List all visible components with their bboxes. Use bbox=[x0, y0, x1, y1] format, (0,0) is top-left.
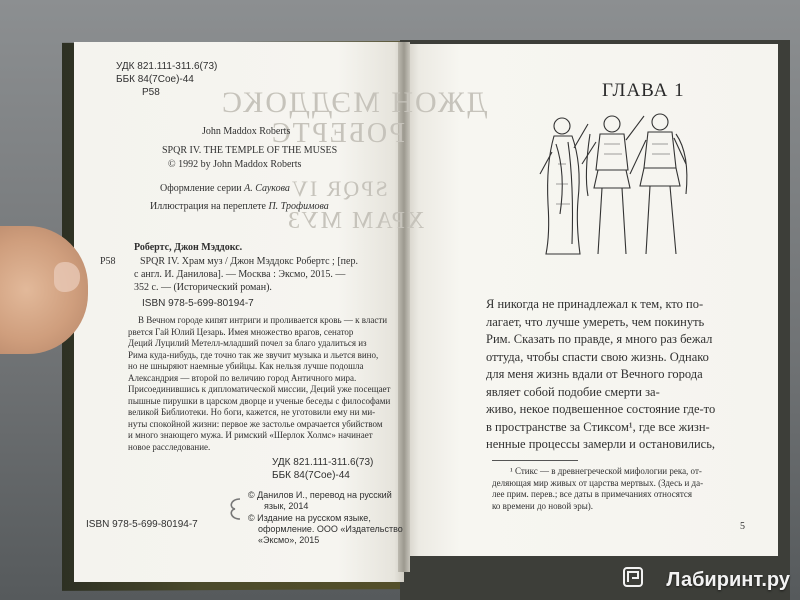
chapter-title: ГЛАВА 1 bbox=[602, 80, 685, 101]
catalog-line-2: с англ. И. Данилова]. — Москва : Эксмо, 2015. — bbox=[134, 269, 346, 280]
annotation-line: рвется Гай Юлий Цезарь. Имея множество врагов, сенатор bbox=[128, 326, 354, 337]
copyright-edition-3: «Эксмо», 2015 bbox=[258, 535, 320, 545]
copyright-edition-1: © Издание на русском языке, bbox=[248, 513, 371, 523]
annotation-line: Рима куда-нибудь, где точно так же звучит музыка и льется вино, bbox=[128, 349, 379, 360]
watermark: Лабиринт.ру bbox=[666, 569, 790, 591]
ghost-name: РОБЕРТС bbox=[270, 118, 406, 149]
body-line: для меня жизнь вдали от Вечного города bbox=[486, 367, 703, 381]
annotation-line: Деций Луцилий Метелл-младший почел за благо удалиться из bbox=[128, 338, 367, 348]
udc-code: УДК 821.111-311.6(73) bbox=[116, 61, 218, 72]
author-heading: Робертс, Джон Мэддокс. bbox=[134, 242, 243, 253]
udc-repeat: УДК 821.111-311.6(73) bbox=[272, 457, 374, 468]
cover-illustration-name: П. Трофимова bbox=[268, 201, 329, 212]
original-title: SPQR IV. THE TEMPLE OF THE MUSES bbox=[162, 145, 338, 156]
annotation-line: и много знающего мужа. И римский «Шерлок Холмс» начинает bbox=[128, 430, 373, 440]
body-line: являет собой подобие смерти за- bbox=[486, 384, 660, 399]
annotation-line: великой Библиотеки. Но боги, кажется, не уготовили ему ни ми- bbox=[128, 407, 376, 417]
annotation-line: пышные пирушки в царском дворце и ученые беседы с философами bbox=[128, 395, 391, 406]
original-author: John Maddox Roberts bbox=[202, 126, 291, 137]
footnote-rule bbox=[492, 460, 578, 461]
annotation-line: В Вечном городе кипят интриги и проливается кровь — к власти bbox=[138, 315, 388, 325]
catalog-line-1: SPQR IV. Храм муз / Джон Мэддокс Робертс ; [пер. bbox=[140, 256, 358, 267]
isbn-main: ISBN 978-5-699-80194-7 bbox=[142, 298, 254, 309]
roman-figures-illustration bbox=[526, 104, 692, 264]
labyrinth-icon bbox=[622, 566, 644, 588]
original-copyright: © 1992 by John Maddox Roberts bbox=[168, 159, 302, 170]
page-number: 5 bbox=[740, 521, 745, 532]
ghost-author: ДЖОН МЭДДОКС bbox=[220, 86, 488, 119]
footnote-line: деляющая мир живых от царства мертвых. (Здесь и да- bbox=[492, 477, 704, 488]
body-line: живо, некое подвешенное состояние где-то bbox=[486, 402, 716, 416]
ghost-spqr: SPQR IV bbox=[290, 176, 388, 201]
ghost-title: ХРАМ МУЗ bbox=[286, 208, 425, 234]
body-line: в пространстве за Стиксом¹, где все жизн- bbox=[486, 419, 710, 434]
series-design-name: А. Саукова bbox=[244, 183, 290, 194]
footnote-line: ко времени до новой эры). bbox=[492, 500, 594, 511]
publisher-logo-icon bbox=[226, 496, 244, 522]
body-line: лагает, что лучше умереть, чем покинуть bbox=[486, 314, 705, 329]
annotation-line: новое расследование. bbox=[128, 441, 211, 452]
cover-illustration-label: Иллюстрация на переплете bbox=[150, 201, 266, 212]
body-line: Я никогда не принадлежал к тем, кто по- bbox=[486, 297, 704, 311]
copyright-translation-2: язык, 2014 bbox=[264, 501, 309, 511]
body-line: Рим. Сказать по правде, я много раз бежал bbox=[486, 332, 713, 346]
annotation-line: но не шныряют наемные убийцы. Как нельзя лучше подошла bbox=[128, 361, 364, 371]
isbn-bottom: ISBN 978-5-699-80194-7 bbox=[86, 519, 198, 530]
annotation-line: Присоединившись к дипломатической миссии, Деций уже посещает bbox=[128, 384, 391, 394]
bbk-repeat: ББК 84(7Сое)-44 bbox=[272, 470, 350, 481]
footnote-line: ¹ Стикс — в древнегреческой мифологии река, от- bbox=[510, 466, 702, 476]
thumbnail bbox=[54, 262, 80, 292]
body-line bbox=[486, 452, 746, 458]
copyright-translation-1: © Данилов И., перевод на русский bbox=[248, 490, 392, 500]
copyright-edition-2: оформление. ООО «Издательство bbox=[258, 524, 403, 534]
bbk-code: ББК 84(7Сое)-44 bbox=[116, 74, 194, 85]
catalog-line-3: 352 с. — (Исторический роман). bbox=[134, 282, 272, 293]
annotation-line: Александрия — второй по величию город Античного мира. bbox=[128, 372, 357, 383]
series-design-label: Оформление серии bbox=[160, 183, 242, 194]
body-line: оттуда, чтобы спасти свою жизнь. Однако bbox=[486, 349, 709, 364]
catalog-code-top: Р58 bbox=[142, 87, 160, 98]
footnote-line: лее прим. перев.; все даты в примечаниях относятся bbox=[492, 489, 693, 499]
body-line: ненные процессы замерли и остановились, bbox=[486, 437, 716, 451]
annotation-line: нуты спокойной жизни: первое же застолье омрачается убийством bbox=[128, 418, 383, 429]
catalog-code: Р58 bbox=[100, 256, 116, 267]
